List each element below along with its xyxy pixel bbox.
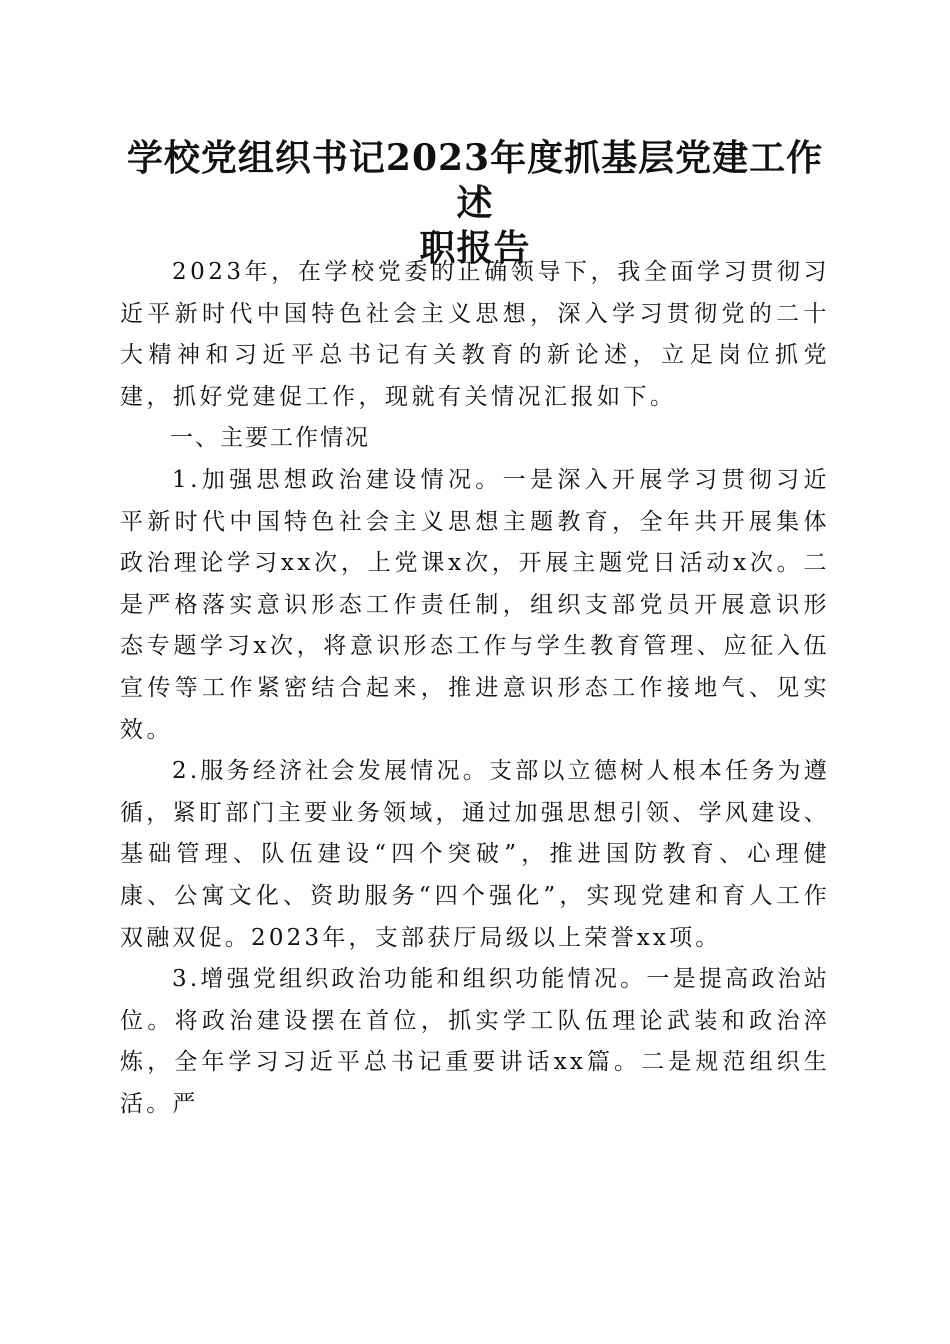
document-title bbox=[120, 136, 830, 271]
paragraph-social-development: 2.服务经济社会发展情况。支部以立德树人根本任务为遵循，紧盯部门主要业务领域，通过加强思想引领、学风建设、基础管理、队伍建设“四个突破”，推进国防教育、心理健康、公寓文化、资助服务“四个强化”，实现党建和育人工作双融双促。2023年，支部获厅局级以上荣誉xx项。 bbox=[120, 758, 830, 951]
section-heading-main-work: 一、主要工作情况 bbox=[170, 425, 370, 452]
document-body bbox=[120, 252, 830, 1125]
intro-paragraph: 2023年，在学校党委的正确领导下，我全面学习贯彻习近平新时代中国特色社会主义思想，深入学习贯彻党的二十大精神和习近平总书记有关教育的新论述，立足岗位抓党建，抓好党建促工作，现就有关情况汇报如下。 bbox=[120, 259, 830, 410]
paragraph-ideological-building: 1.加强思想政治建设情况。一是深入开展学习贯彻习近平新时代中国特色社会主义思想主题教育，全年共开展集体政治理论学习xx次，上党课x次，开展主题党日活动x次。二是严格落实意识形态工作责任制，组织支部党员开展意识形态专题学习x次，将意识形态工作与学生教育管理、应征入伍宣传等工作紧密结合起来，推进意识形态工作接地气、见实效。 bbox=[120, 466, 830, 743]
title-line-2: 职报告 bbox=[419, 227, 531, 269]
paragraph-party-organization-function: 3.增强党组织政治功能和组织功能情况。一是提高政治站位。将政治建设摆在首位，抓实学工队伍理论武装和政治淬炼，全年学习习近平总书记重要讲话xx篇。二是规范组织生活。严 bbox=[120, 966, 830, 1117]
title-line-1: 学校党组织书记2023年度抓基层党建工作述 bbox=[126, 137, 824, 224]
